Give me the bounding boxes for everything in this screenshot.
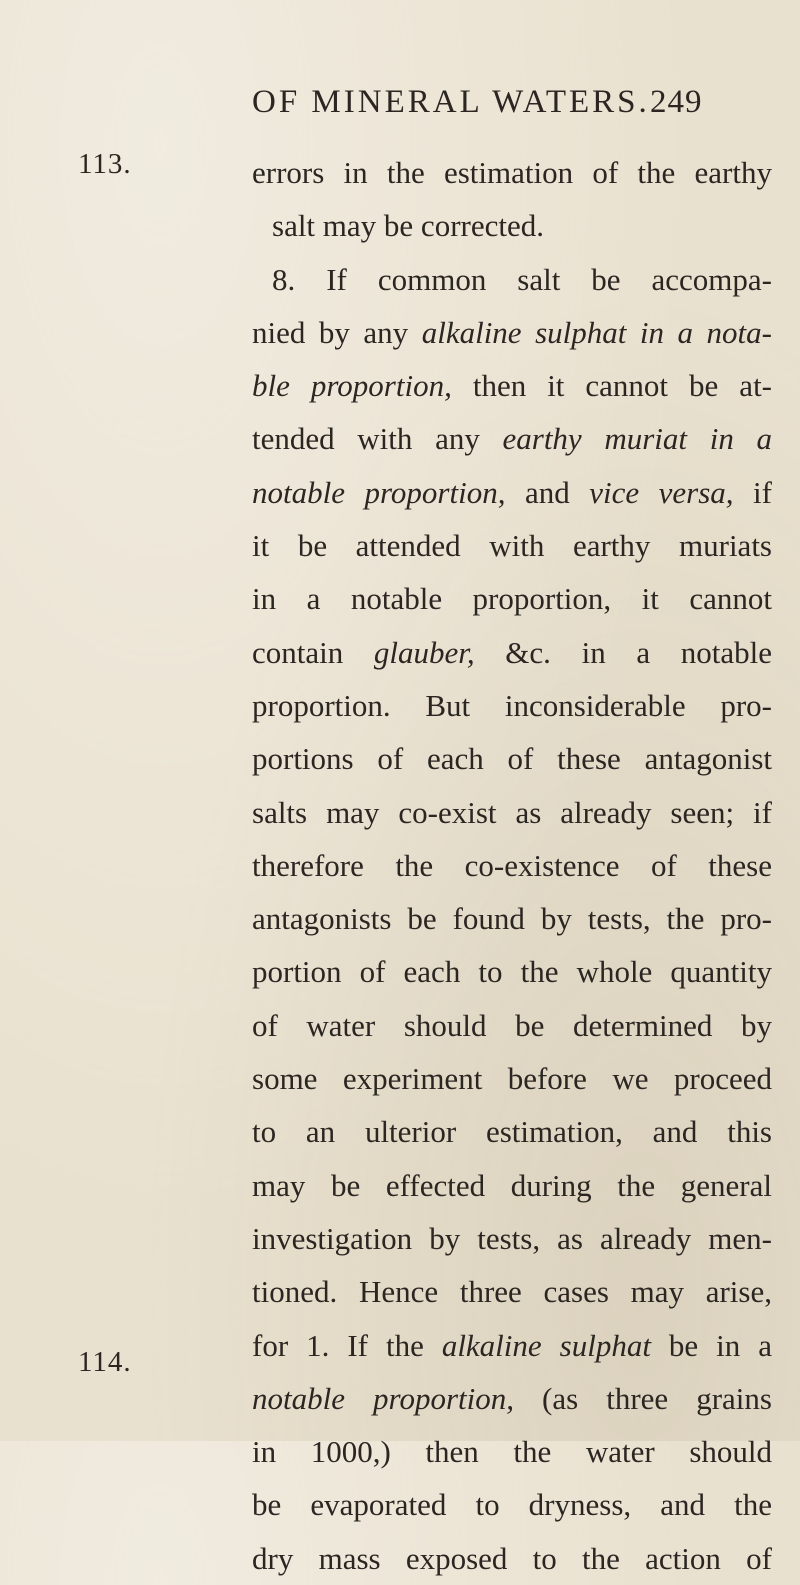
text-line: proportion. But inconsiderable pro-	[252, 687, 772, 723]
text-line: contain glauber, &c. in a notable	[252, 634, 772, 670]
text-line: notable proportion, and vice versa, if	[252, 474, 772, 510]
text-line: tended with any earthy muriat in a	[252, 421, 772, 457]
margin-note-114: 114.	[78, 1346, 132, 1378]
margin-note-113: 113.	[78, 148, 132, 180]
text-line: in 1000,) then the water should	[252, 1434, 772, 1470]
text-line: ble proportion, then it cannot be at-	[252, 368, 772, 404]
text-line: tioned. Hence three cases may arise,	[252, 1274, 772, 1310]
running-title: OF MINERAL WATERS.	[252, 84, 650, 120]
text-line: therefore the co-existence of these	[252, 847, 772, 883]
text-line: to an ulterior estimation, and this	[252, 1114, 772, 1150]
text-line: salts may co-exist as already seen; if	[252, 794, 772, 830]
text-line: be evaporated to dryness, and the	[252, 1487, 772, 1523]
running-header	[252, 84, 772, 124]
text-line: antagonists be found by tests, the pro-	[252, 901, 772, 937]
text-line: portion of each to the whole quantity	[252, 954, 772, 990]
text-line: 8. If common salt be accompa-	[272, 261, 772, 297]
text-line: errors in the estimation of the earthy	[252, 155, 772, 190]
page-number: 249	[650, 84, 703, 120]
text-line: dry mass exposed to the action of	[252, 1540, 772, 1576]
text-line: for 1. If the alkaline sulphat be in a	[252, 1327, 772, 1363]
text-line: some experiment before we proceed	[252, 1061, 772, 1097]
text-line: notable proportion, (as three grains	[252, 1380, 772, 1416]
text-line: it be attended with earthy muriats	[252, 528, 772, 564]
text-line: salt may be corrected.	[272, 208, 544, 244]
text-line: nied by any alkaline sulphat in a nota-	[252, 314, 772, 350]
text-line: investigation by tests, as already men-	[252, 1220, 772, 1256]
body-text	[252, 146, 772, 1585]
text-line: may be effected during the general	[252, 1167, 772, 1203]
text-line: portions of each of these antagonist	[252, 741, 772, 777]
text-line: of water should be determined by	[252, 1007, 772, 1043]
text-line: in a notable proportion, it cannot	[252, 581, 772, 617]
